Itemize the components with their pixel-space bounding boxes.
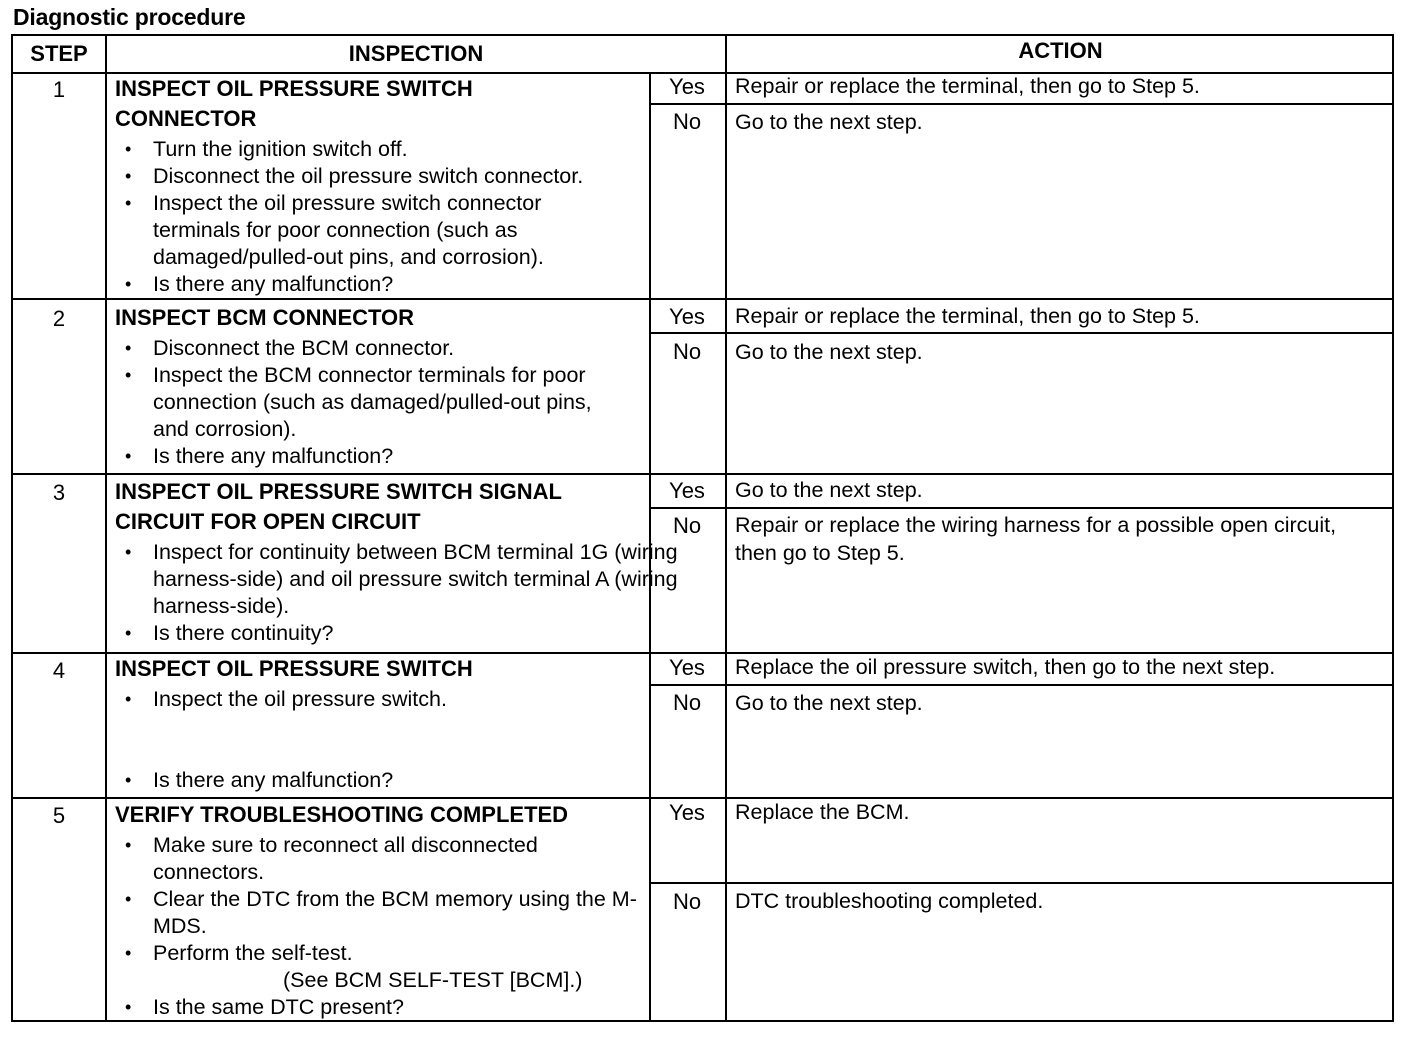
bullet-icon: •	[125, 338, 132, 358]
list-item: • Is the same DTC present?	[125, 995, 404, 1019]
inspection-title: INSPECT OIL PRESSURE SWITCH CONNECTOR	[115, 76, 473, 131]
step-number: 2	[52, 306, 66, 331]
bullet-icon: •	[125, 770, 132, 790]
no-action: Go to the next step.	[735, 691, 923, 715]
bullet-icon: •	[125, 943, 132, 963]
step-number: 1	[52, 77, 66, 102]
bullet-icon: •	[125, 997, 132, 1017]
list-item: • Inspect the oil pressure switch connector terminals for poor connection (such as damaged/pulled-out pins, and corrosion).	[125, 191, 544, 269]
see-reference: (See BCM SELF-TEST [BCM].)	[283, 968, 583, 992]
table-divider	[13, 298, 1394, 300]
no-label: No	[672, 339, 702, 364]
no-label: No	[672, 109, 702, 134]
list-item: • Clear the DTC from the BCM memory using the M-MDS.	[125, 887, 637, 938]
table-divider	[13, 473, 1394, 475]
no-action: Go to the next step.	[735, 340, 923, 364]
step-number: 3	[52, 480, 66, 505]
list-item: • Turn the ignition switch off.	[125, 137, 408, 161]
bullet-icon: •	[125, 689, 132, 709]
header-action: ACTION	[1018, 38, 1103, 63]
no-action: Repair or replace the wiring harness for a possible open circuit, then go to Step 5.	[735, 513, 1337, 565]
yes-action: Repair or replace the terminal, then go to Step 5.	[735, 304, 1200, 328]
inspection-cell	[115, 477, 678, 647]
list-item: • Inspect the BCM connector terminals for poor connection (such as damaged/pulled-out pins, and corrosion).	[125, 363, 592, 441]
inspection-bullets	[115, 136, 650, 298]
bullet-icon: •	[125, 274, 132, 294]
header-step: STEP	[30, 41, 88, 66]
inspection-title: VERIFY TROUBLESHOOTING COMPLETED	[115, 802, 569, 827]
no-action: DTC troubleshooting completed.	[735, 889, 1044, 913]
table-divider	[649, 103, 1394, 105]
yes-label: Yes	[669, 655, 705, 680]
yes-action: Replace the oil pressure switch, then go to the next step.	[735, 655, 1276, 679]
inspection-bullets	[115, 832, 650, 1021]
bullet-icon: •	[125, 166, 132, 186]
list-item: • Inspect the oil pressure switch.	[125, 687, 447, 711]
no-action: Go to the next step.	[735, 110, 923, 134]
inspection-title: INSPECT OIL PRESSURE SWITCH	[115, 656, 473, 681]
yes-action: Repair or replace the terminal, then go to Step 5.	[735, 74, 1200, 98]
inspection-bullets	[115, 686, 650, 794]
inspection-cell	[115, 303, 650, 470]
inspection-cell	[115, 654, 650, 794]
header-inspection: INSPECTION	[348, 41, 484, 66]
list-item: • Perform the self-test.	[125, 941, 353, 965]
table-divider	[105, 36, 107, 1022]
yes-label: Yes	[669, 74, 705, 99]
bullet-icon: •	[125, 365, 132, 385]
list-item: • Is there any malfunction?	[125, 768, 394, 792]
yes-label: Yes	[669, 800, 705, 825]
inspection-bullets	[115, 335, 650, 470]
bullet-icon: •	[125, 193, 132, 213]
table-divider	[649, 684, 1394, 686]
diagnostic-table	[11, 34, 1394, 1022]
page-title: Diagnostic procedure	[13, 4, 246, 30]
table-divider	[725, 36, 727, 1022]
list-item: • Disconnect the BCM connector.	[125, 336, 455, 360]
inspection-cell	[115, 74, 650, 298]
inspection-bullets	[115, 539, 678, 647]
list-item: • Is there any malfunction?	[125, 444, 394, 468]
yes-label: Yes	[669, 478, 705, 503]
bullet-icon: •	[125, 889, 132, 909]
inspection-title: INSPECT BCM CONNECTOR	[115, 305, 415, 330]
no-label: No	[672, 889, 702, 914]
list-item: • Is there continuity?	[125, 621, 334, 645]
bullet-icon: •	[125, 542, 132, 562]
table-divider	[649, 507, 1394, 509]
yes-action: Go to the next step.	[735, 478, 923, 502]
table-divider	[649, 882, 1394, 884]
list-item	[115, 967, 650, 994]
yes-action: Replace the BCM.	[735, 800, 910, 824]
bullet-icon: •	[125, 446, 132, 466]
yes-label: Yes	[669, 304, 705, 329]
inspection-title: INSPECT OIL PRESSURE SWITCH SIGNAL CIRCUIT FOR OPEN CIRCUIT	[115, 479, 562, 534]
bullet-icon: •	[125, 623, 132, 643]
table-divider	[649, 332, 1394, 334]
no-label: No	[672, 513, 702, 538]
no-label: No	[672, 690, 702, 715]
list-item: • Make sure to reconnect all disconnected connectors.	[125, 833, 538, 884]
step-number: 4	[52, 658, 66, 683]
list-item: • Disconnect the oil pressure switch connector.	[125, 164, 584, 188]
inspection-cell	[115, 800, 650, 1021]
bullet-icon: •	[125, 139, 132, 159]
list-item: • Is there any malfunction?	[125, 272, 394, 296]
step-number: 5	[52, 803, 66, 828]
bullet-icon: •	[125, 835, 132, 855]
list-item: • Inspect for continuity between BCM terminal 1G (wiring harness-side) and oil pressure switch terminal A (wiring harness-side).	[125, 540, 678, 618]
